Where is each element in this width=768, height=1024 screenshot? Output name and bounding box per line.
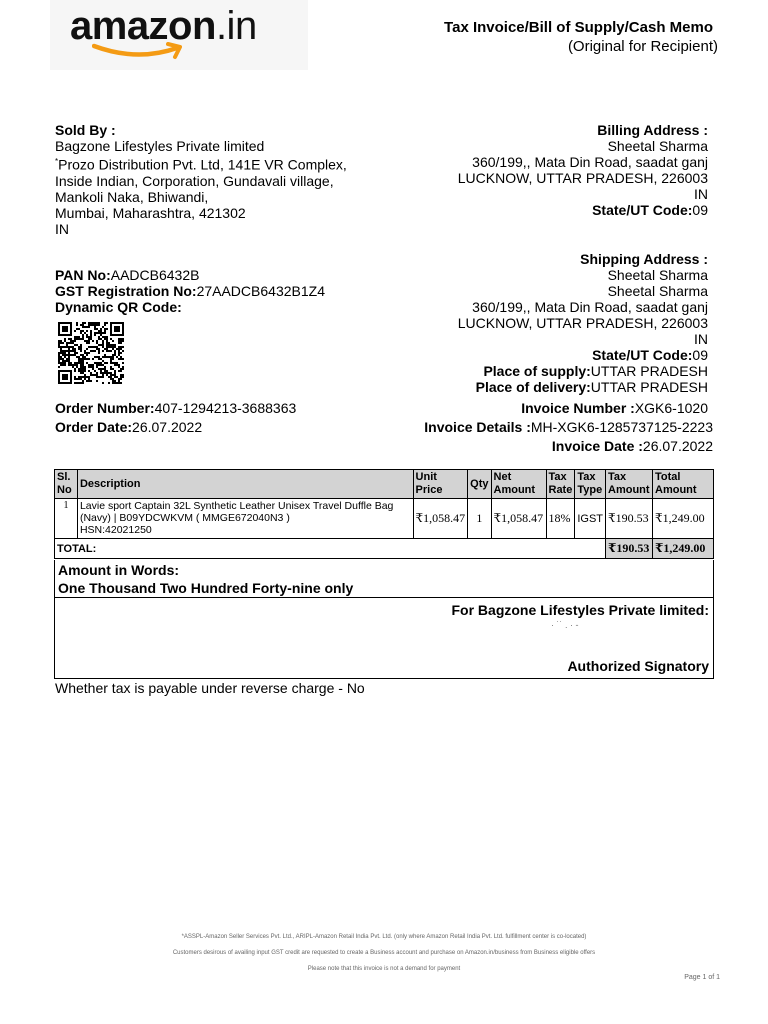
amazon-smile-icon xyxy=(92,42,187,60)
billing-state-row xyxy=(388,202,708,218)
shipping-address-2: LUCKNOW, UTTAR PRADESH, 226003 xyxy=(457,315,708,331)
state-code-label: State/UT Code: xyxy=(592,347,693,363)
sold-by-label: Sold By : xyxy=(55,122,116,138)
place-of-supply-label: Place of supply: xyxy=(483,363,591,379)
invoice-date-row xyxy=(353,437,713,456)
for-company-label: For Bagzone Lifestyles Private limited: xyxy=(451,602,709,618)
place-of-supply-row xyxy=(388,363,708,379)
col-header-qty: Qty xyxy=(468,470,491,499)
order-number-row xyxy=(55,399,296,418)
col-header-unit-price: Unit Price xyxy=(413,470,468,499)
invoice-info xyxy=(353,399,713,456)
invoice-date-label: Invoice Date : xyxy=(551,438,643,454)
seller-address-2: Inside Indian, Corporation, Gundavali village, xyxy=(55,172,334,189)
invoice-number-row xyxy=(353,399,713,418)
order-number-value: 407-1294213-3688363 xyxy=(154,400,297,416)
cell-tax-type: IGST xyxy=(575,499,606,539)
cell-tax-rate: 18% xyxy=(546,499,575,539)
billing-address-1: 360/199,, Mata Din Road, saadat ganj xyxy=(472,154,708,170)
col-header-tax-rate: Tax Rate xyxy=(546,470,575,499)
cell-description xyxy=(77,499,413,539)
col-header-net-amount: Net Amount xyxy=(491,470,546,499)
table-header-row xyxy=(55,470,714,499)
seller-address-1: Prozo Distribution Pvt. Ltd, 141E VR Complex, xyxy=(58,156,347,173)
amount-in-words-label: Amount in Words: xyxy=(58,562,180,578)
invoice-number-label: Invoice Number : xyxy=(521,400,635,416)
place-of-delivery-value: UTTAR PRADESH xyxy=(590,379,708,395)
amount-signatory-box xyxy=(54,560,714,679)
shipping-address-block xyxy=(388,251,708,395)
place-of-delivery-label: Place of delivery: xyxy=(475,379,591,395)
invoice-number-value: XGK6-1020 xyxy=(634,400,708,416)
col-header-description: Description xyxy=(77,470,413,499)
seller-address-3: Mankoli Naka, Bhiwandi, xyxy=(55,188,209,205)
invoice-details-row xyxy=(353,418,713,437)
gst-row xyxy=(55,283,395,299)
billing-address-block xyxy=(388,122,708,218)
col-header-tax-amount: Tax Amount xyxy=(606,470,653,499)
col-header-tax-type: Tax Type xyxy=(575,470,606,499)
logo-tld: .in xyxy=(215,4,257,48)
address-footnote-mark: * xyxy=(55,157,59,166)
amount-in-words-value: One Thousand Two Hundred Forty-nine only xyxy=(58,580,354,596)
shipping-country: IN xyxy=(694,331,708,347)
shipping-label: Shipping Address : xyxy=(580,251,708,267)
item-hsn: HSN:42021250 xyxy=(79,524,152,536)
total-amount: ₹1,249.00 xyxy=(653,539,714,559)
item-description: Lavie sport Captain 32L Synthetic Leather Unisex Travel Duffle Bag (Navy) | B09YDCWKVM ( MMGE672040N3 ) xyxy=(79,500,394,524)
gst-value: 27AADCB6432B1Z4 xyxy=(196,282,325,299)
state-code-label: State/UT Code: xyxy=(592,202,693,218)
col-header-total-amount: Total Amount xyxy=(653,470,714,499)
place-of-delivery-row xyxy=(388,379,708,395)
qr-label: Dynamic QR Code: xyxy=(55,298,182,315)
invoice-details-value: MH-XGK6-1285737125-2223 xyxy=(530,419,713,435)
shipping-address-1: 360/199,, Mata Din Road, saadat ganj xyxy=(472,299,708,315)
seller-country: IN xyxy=(55,220,69,237)
seller-address-4: Mumbai, Maharashtra, 421302 xyxy=(55,204,246,221)
seller-address-line xyxy=(55,154,395,173)
authorized-signatory-label: Authorized Signatory xyxy=(567,658,709,674)
cell-total-amount: ₹1,249.00 xyxy=(653,499,714,539)
pan-label: PAN No: xyxy=(55,266,111,283)
billing-address-2: LUCKNOW, UTTAR PRADESH, 226003 xyxy=(457,170,708,186)
total-label: TOTAL: xyxy=(55,539,606,559)
invoice-subtitle: (Original for Recipient) xyxy=(567,38,718,55)
dynamic-qr-code xyxy=(58,322,124,384)
invoice-details-label: Invoice Details : xyxy=(424,419,531,435)
cell-sl: 1 xyxy=(55,499,78,539)
pan-value: AADCB6432B xyxy=(110,266,200,283)
cell-unit-price: ₹1,058.47 xyxy=(413,499,468,539)
footer-note-3: Please note that this invoice is not a demand for payment xyxy=(307,966,461,972)
gst-label: GST Registration No: xyxy=(55,282,197,299)
state-code-value: 09 xyxy=(692,202,708,218)
billing-country: IN xyxy=(694,186,708,202)
table-row xyxy=(55,499,714,539)
invoice-date-value: 26.07.2022 xyxy=(642,438,713,454)
billing-label: Billing Address : xyxy=(597,122,708,138)
cell-net-amount: ₹1,058.47 xyxy=(491,499,546,539)
reverse-charge-note: Whether tax is payable under reverse charge - No xyxy=(55,680,365,696)
invoice-title: Tax Invoice/Bill of Supply/Cash Memo xyxy=(444,19,713,36)
seller-name: Bagzone Lifestyles Private limited xyxy=(55,138,265,154)
cell-tax-amount: ₹190.53 xyxy=(606,499,653,539)
order-date-label: Order Date: xyxy=(55,419,133,435)
items-table xyxy=(54,469,714,559)
page-number: Page 1 of 1 xyxy=(684,974,720,981)
footer-note-1: *ASSPL-Amazon Seller Services Pvt. Ltd., ARIPL-Amazon Retail India Pvt. Ltd. (only where Amazon Retail India Pvt. Ltd. fulfillment center is co-located) xyxy=(181,934,587,940)
shipping-name: Sheetal Sharma xyxy=(607,267,708,283)
shipping-state-row xyxy=(388,347,708,363)
logo-wordmark: amazon xyxy=(70,4,216,48)
footer-note-2: Customers desirous of availing input GST credit are requested to create a Business account and purchase on Amazon.in/business from Business eligible offers xyxy=(172,950,596,956)
signature-mark: · ˙˙ . · - xyxy=(551,620,579,630)
order-date-value: 26.07.2022 xyxy=(132,419,203,435)
shipping-name: Sheetal Sharma xyxy=(607,283,708,299)
order-info xyxy=(55,399,296,437)
place-of-supply-value: UTTAR PRADESH xyxy=(590,363,708,379)
state-code-value: 09 xyxy=(692,347,708,363)
pan-row xyxy=(55,267,395,283)
total-tax-amount: ₹190.53 xyxy=(606,539,653,559)
cell-qty: 1 xyxy=(468,499,491,539)
order-date-row xyxy=(55,418,296,437)
total-row xyxy=(55,539,714,559)
divider xyxy=(55,597,713,598)
col-header-sl: Sl. No xyxy=(55,470,78,499)
seller-block xyxy=(55,122,395,315)
billing-name: Sheetal Sharma xyxy=(607,138,708,154)
order-number-label: Order Number: xyxy=(55,400,155,416)
